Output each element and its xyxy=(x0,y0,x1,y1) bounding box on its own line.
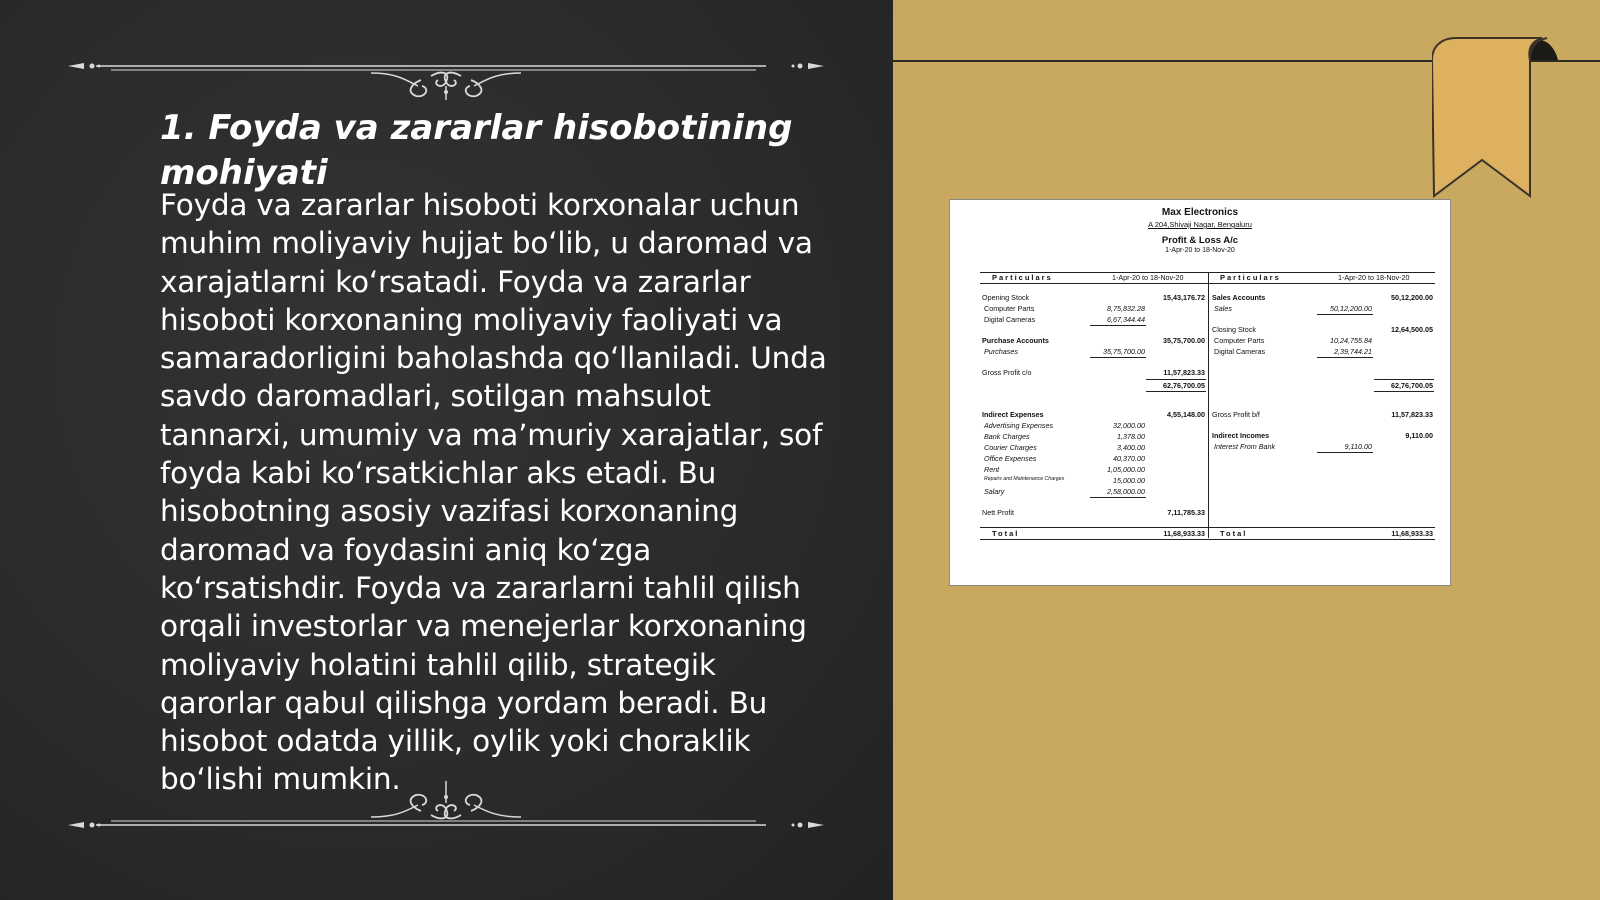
credit-gross-profit-bf: Gross Profit b/f xyxy=(1212,410,1260,419)
debit-purchases-value: 35,75,700.00 xyxy=(1103,347,1145,356)
debit-period-header: 1-Apr-20 to 18-Nov-20 xyxy=(1112,273,1184,282)
statement-period: 1-Apr-20 to 18-Nov-20 xyxy=(1165,247,1235,254)
debit-subtotal: 62,76,700.05 xyxy=(1163,381,1205,390)
bookmark-ribbon-icon xyxy=(1432,36,1592,201)
total-top-rule xyxy=(980,527,1435,528)
debit-digital-cameras: Digital Cameras xyxy=(984,315,1036,324)
credit-sales: Sales xyxy=(1214,304,1232,313)
debit-expenses-underline xyxy=(1090,497,1146,498)
bottom-flourish-ornament xyxy=(66,775,826,835)
debit-gross-profit-co: Gross Profit c/o xyxy=(982,368,1032,377)
debit-computer-parts: Computer Parts xyxy=(984,304,1035,313)
slide-title: 1. Foyda va zararlar hisobotining mohiyati xyxy=(160,108,793,193)
top-flourish-ornament xyxy=(66,40,826,100)
debit-purchase-accounts-total: 35,75,700.00 xyxy=(1163,336,1205,345)
credit-closing-stock-total: 12,64,500.05 xyxy=(1391,325,1433,334)
debit-office-value: 40,370.00 xyxy=(1113,454,1145,463)
debit-net-profit: Nett Profit xyxy=(982,508,1014,517)
credit-subtotal-bottom-rule xyxy=(1374,391,1434,392)
debit-bank-charges: Bank Charges xyxy=(984,432,1030,441)
credit-computer-parts: Computer Parts xyxy=(1214,336,1265,345)
debit-advertising-value: 32,000.00 xyxy=(1113,421,1145,430)
debit-rent-value: 1,05,000.00 xyxy=(1107,465,1145,474)
debit-office: Office Expenses xyxy=(984,454,1037,463)
credit-sales-value: 50,12,200.00 xyxy=(1330,304,1372,313)
total-bottom-rule xyxy=(980,539,1435,540)
statement-title: Profit & Loss A/c xyxy=(1161,235,1239,246)
debit-purchases-underline xyxy=(1090,357,1146,358)
credit-period-header: 1-Apr-20 to 18-Nov-20 xyxy=(1338,273,1410,282)
debit-opening-underline xyxy=(1090,325,1146,326)
debit-gross-profit-co-value: 11,57,823.33 xyxy=(1163,368,1205,377)
debit-digital-cameras-value: 6,67,344.44 xyxy=(1107,315,1145,324)
debit-rent: Rent xyxy=(984,465,1000,474)
credit-digital-cameras-value: 2,39,744.21 xyxy=(1334,347,1372,356)
credit-digital-cameras: Digital Cameras xyxy=(1214,347,1266,356)
credit-interest: Interest From Bank xyxy=(1214,442,1276,451)
credit-total: 11,68,933.33 xyxy=(1391,529,1433,538)
credit-interest-underline xyxy=(1317,452,1373,453)
statement-company: Max Electronics xyxy=(1161,207,1239,218)
debit-purchases: Purchases xyxy=(984,347,1018,356)
debit-net-profit-value: 7,11,785.33 xyxy=(1167,508,1205,517)
debit-total-label: Total xyxy=(992,529,1020,538)
debit-salary-value: 2,58,000.00 xyxy=(1107,487,1145,496)
debit-repairs-value: 15,000.00 xyxy=(1113,476,1145,485)
statement-address: A 204,Shivaji Nagar, Bengaluru xyxy=(1148,220,1252,229)
credit-interest-value: 9,110.00 xyxy=(1344,442,1372,451)
credit-sales-underline xyxy=(1317,314,1373,315)
center-divider xyxy=(1208,272,1209,538)
debit-opening-stock-total: 15,43,176.72 xyxy=(1163,293,1205,302)
debit-repairs: Repairs and Maintenance Charges xyxy=(984,476,1065,482)
credit-subtotal-top-rule xyxy=(1374,379,1434,380)
credit-particulars-header: Particulars xyxy=(1220,273,1281,282)
debit-courier-value: 3,400.00 xyxy=(1117,443,1145,452)
slide-body-text: Foyda va zararlar hisoboti korxonalar uchun muhim moliyaviy hujjat bo‘lib, u daromad va xarajatlarni ko‘rsatadi. Foyda va zararlar hisoboti korxonaning moliyaviy faoliyati va samaradorligini baholashda qo‘llaniladi. Unda savdo daromadlari, sotilgan mahsulot tannarxi, umumiy va ma’muriy xarajatlar, sof foyda kabi ko‘rsatkichlar aks etadi. Bu hisobotning asosiy vazifasi korxonaning daromad va foydasini aniq ko‘zga ko‘rsatishdir. Foyda va zararlarni tahlil qilish orqali investorlar va menejerlar korxonaning moliyaviy holatini tahlil qilib, strategik qarorlar qabul qilishga yordam beradi. Bu hisobot odatda yillik, oylik yoki choraklik bo‘lishi mumkin. xyxy=(160,188,827,797)
credit-indirect-incomes-total: 9,110.00 xyxy=(1405,431,1433,440)
debit-computer-parts-value: 8,75,832.28 xyxy=(1107,304,1145,313)
debit-salary: Salary xyxy=(984,487,1005,496)
credit-gross-profit-bf-value: 11,57,823.33 xyxy=(1391,410,1433,419)
debit-courier: Courier Charges xyxy=(984,443,1037,452)
credit-sales-accounts: Sales Accounts xyxy=(1212,293,1266,302)
credit-computer-parts-value: 10,24,755.84 xyxy=(1330,336,1372,345)
debit-bank-charges-value: 1,378.00 xyxy=(1117,432,1145,441)
debit-total: 11,68,933.33 xyxy=(1163,529,1205,538)
credit-closing-underline xyxy=(1317,357,1373,358)
debit-particulars-header: Particulars xyxy=(992,273,1053,282)
debit-subtotal-top-rule xyxy=(1146,379,1206,380)
debit-subtotal-bottom-rule xyxy=(1146,391,1206,392)
credit-closing-stock: Closing Stock xyxy=(1212,325,1256,334)
debit-advertising: Advertising Expenses xyxy=(984,421,1054,430)
credit-total-label: Total xyxy=(1220,529,1248,538)
profit-loss-statement-image xyxy=(950,200,1450,585)
credit-indirect-incomes: Indirect Incomes xyxy=(1212,431,1270,440)
debit-indirect-expenses: Indirect Expenses xyxy=(982,410,1044,419)
debit-opening-stock: Opening Stock xyxy=(982,293,1030,302)
debit-purchase-accounts: Purchase Accounts xyxy=(982,336,1049,345)
debit-indirect-expenses-total: 4,55,148.00 xyxy=(1167,410,1205,419)
credit-sales-accounts-total: 50,12,200.00 xyxy=(1391,293,1433,302)
credit-subtotal: 62,76,700.05 xyxy=(1391,381,1433,390)
